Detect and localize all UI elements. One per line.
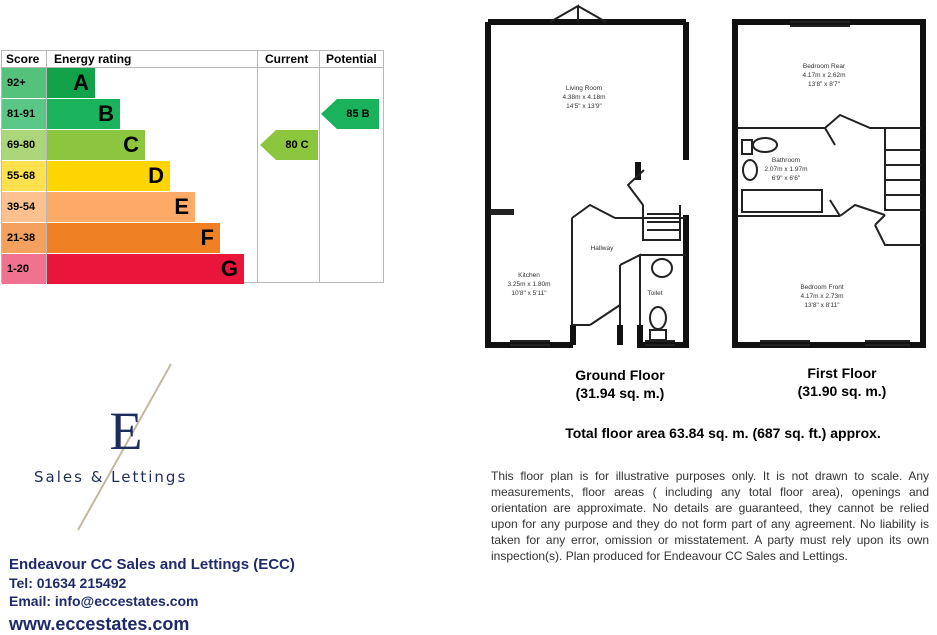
epc-divider [319,50,320,283]
epc-band-score: 92+ [2,68,46,98]
disclaimer-text: This floor plan is for illustrative purposes only. It is not drawn to scale. Any measurements, floor areas ( including any total floor area), openings and orientation are approximate. No details are guaranteed, they cannot be relied upon for any purpose and they do not form part of any agreement. No liability is taken for any error, omission or misstatement. A party must rely upon its own inspection(s). Plan produced for Endeavour CC Sales and Lettings. [491,469,929,563]
current-rating-arrow [260,130,318,160]
logo-letter: E [109,401,143,461]
toilet [743,160,757,180]
epc-band-letter: B [98,101,114,126]
telephone: Tel: 01634 215492 [9,575,127,591]
epc-header-potential: Potential [326,52,377,66]
toilet-wall [620,255,640,325]
epc-band-score: 69-80 [2,130,46,160]
kitchen-label: Kitchen 3.25m x 1.80m 10'8" x 5'11" [507,272,551,297]
epc-header-score: Score [6,52,40,66]
epc-header-rating: Energy rating [54,52,132,66]
door-swing [840,205,885,216]
ground-floor-area: (31.94 sq. m.) [575,385,665,401]
logo-subtitle: Sales & Lettings [34,468,188,486]
first-floor-name: First Floor [807,365,877,381]
hallway-label: Hallway [590,245,614,252]
epc-header-current: Current [265,52,309,66]
epc-band-score: 1-20 [2,254,46,284]
bedroom-front-label: Bedroom Front 4.17m x 2.73m 13'8" x 8'11" [800,284,844,309]
epc-divider [257,50,258,283]
basin [753,138,777,152]
website-link[interactable]: www.eccestates.com [9,614,190,634]
cupboard [875,215,921,245]
stairs [885,128,921,210]
company-name: Endeavour CC Sales and Lettings (ECC) [9,556,295,573]
potential-rating-arrow [321,99,379,129]
ground-floor-title [530,366,710,402]
living-room-label: Living Room 4.38m x 4.18m 14'5" x 13'9" [562,85,606,110]
bedroom-rear-label: Bedroom Rear 4.17m x 2.62m 13'8" x 8'7" [802,63,846,88]
epc-band-letter: F [200,225,214,250]
total-floor-area: Total floor area 63.84 sq. m. (687 sq. ft.) approx. [565,425,881,441]
bath [742,190,822,212]
basin [652,259,672,277]
epc-band-score: 21-38 [2,223,46,253]
floor-plans [480,0,937,360]
door-swing [572,205,615,218]
kitchen-wall [572,218,590,325]
epc-band-score: 81-91 [2,99,46,129]
toilet [650,307,666,329]
epc-band-letter: G [220,256,238,281]
cistern [650,330,666,340]
cistern [742,140,752,154]
contact-block [9,556,295,635]
stairs [885,150,921,195]
epc-band-score: 39-54 [2,192,46,222]
ground-floor-name: Ground Floor [575,367,665,383]
current-rating-label: 80 C [285,139,309,151]
epc-band-letter: D [148,163,164,188]
epc-band-letter: C [123,132,139,157]
landing-wall [825,115,921,128]
door-swing [825,128,840,216]
toilet-label: Toilet [647,290,663,297]
potential-rating-label: 85 B [346,108,370,120]
first-floor-area: (31.90 sq. m.) [797,383,887,399]
door-swing [590,305,620,325]
epc-band-letter: E [174,194,189,219]
stairs [647,214,680,230]
bathroom-label: Bathroom 2.07m x 1.97m 6'9" x 6'6" [764,157,808,182]
first-floor-title [752,364,932,400]
email[interactable]: Email: info@eccestates.com [9,593,199,609]
epc-band-letter: A [73,70,89,95]
epc-band-score: 55-68 [2,161,46,191]
